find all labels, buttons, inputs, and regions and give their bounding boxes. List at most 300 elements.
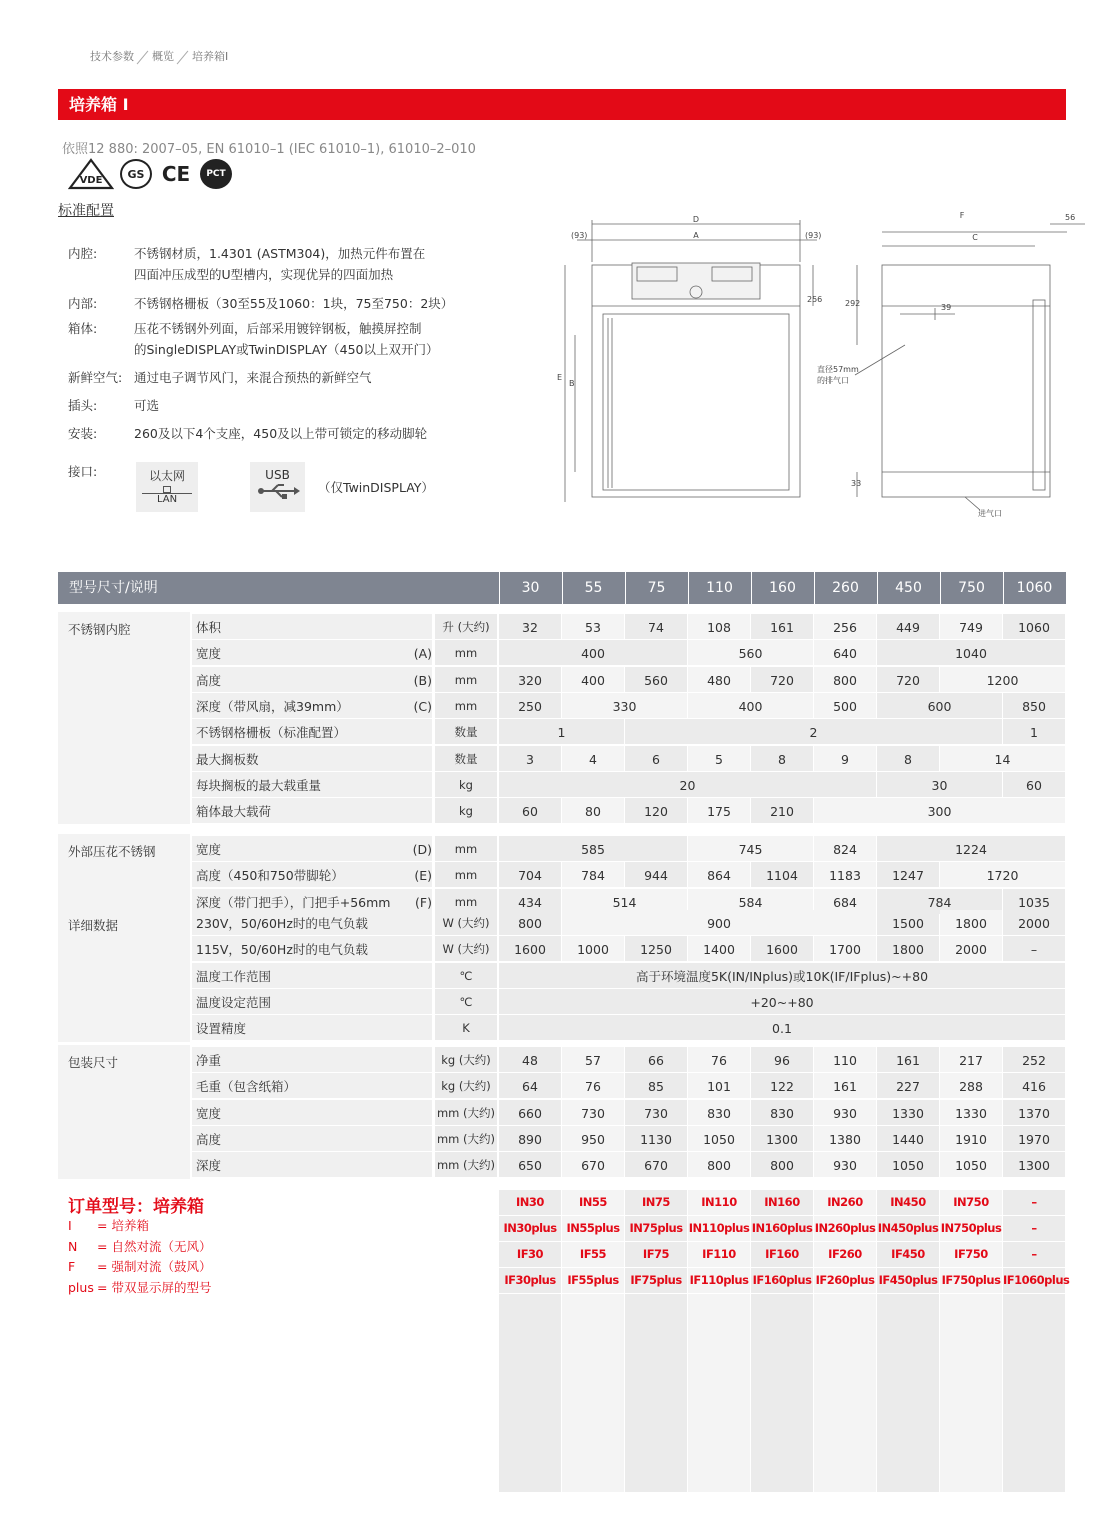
table-cell: 890 — [499, 1126, 561, 1151]
order-code: IF750plus — [940, 1268, 1002, 1293]
column-shade — [625, 1294, 687, 1492]
table-cell: 1800 — [940, 910, 1002, 935]
table-cell: 5 — [688, 746, 750, 771]
table-cell: 1200 — [940, 667, 1065, 692]
table-row — [58, 910, 1066, 936]
table-cell: 101 — [688, 1073, 750, 1098]
table-cell: 330 — [562, 693, 687, 718]
order-code: IF1060plus — [1003, 1268, 1065, 1293]
table-cell: 9 — [814, 746, 876, 771]
breadcrumb — [90, 48, 228, 64]
ethernet-label: 以太网 — [148, 469, 185, 483]
table-cell: 749 — [940, 614, 1002, 639]
model-column-header: 110 — [688, 572, 750, 604]
feature-line: 不锈钢材质，1.4301 (ASTM304)，加热元件布置在 — [134, 246, 426, 261]
feature-key: 新鲜空气: — [68, 370, 123, 385]
front-view-outline — [592, 265, 800, 497]
dim-label: C — [972, 233, 978, 242]
dim-label: 39 — [941, 303, 952, 312]
table-cell: 2 — [625, 719, 1002, 744]
table-cell: 20 — [499, 772, 876, 797]
table-cell: 1330 — [877, 1100, 939, 1125]
table-row — [58, 1100, 1066, 1126]
table-cell: 800 — [751, 1152, 813, 1177]
table-row — [58, 614, 1066, 640]
table-cell: 1130 — [625, 1126, 687, 1151]
legend-item — [68, 1237, 211, 1255]
table-cell: 560 — [625, 667, 687, 692]
table-cell: 416 — [1003, 1073, 1065, 1098]
order-code: IF75plus — [625, 1268, 687, 1293]
table-cell: 1330 — [940, 1100, 1002, 1125]
table-cell: 1250 — [625, 936, 687, 961]
order-code: IF110 — [688, 1242, 750, 1267]
row-label: 115V，50/60Hz时的电气负载 — [192, 936, 432, 961]
order-code: IF260 — [814, 1242, 876, 1267]
table-cell: 1300 — [1003, 1152, 1065, 1177]
order-code: IN750 — [940, 1190, 1002, 1215]
table-cell: 60 — [1003, 772, 1065, 797]
breadcrumb-separator — [176, 50, 190, 64]
table-cell: 400 — [562, 667, 624, 692]
table-cell: 600 — [877, 693, 1002, 718]
table-cell: 650 — [499, 1152, 561, 1177]
table-cell: 850 — [1003, 693, 1065, 718]
table-cell: 250 — [499, 693, 561, 718]
row-label: 230V，50/60Hz时的电气负载 — [192, 910, 432, 935]
table-cell: 1247 — [877, 862, 939, 887]
table-row — [58, 1073, 1066, 1099]
legend-code: F — [68, 1259, 76, 1274]
row-label: 每块搁板的最大载重量 — [192, 772, 432, 797]
order-code: IF750 — [940, 1242, 1002, 1267]
row-label: 温度工作范围 — [192, 963, 432, 988]
dim-label: 256 — [807, 295, 823, 304]
breadcrumb-separator — [136, 50, 150, 64]
table-cell: 175 — [688, 798, 750, 823]
table-cell: 660 — [499, 1100, 561, 1125]
feature-value — [134, 293, 453, 314]
interface-label: 接口: — [68, 464, 98, 479]
model-column-header: 1060 — [1003, 572, 1065, 604]
column-shade — [1003, 1294, 1065, 1492]
table-cell: 4 — [562, 746, 624, 771]
row-code — [398, 614, 432, 639]
order-code: IN110plus — [688, 1216, 750, 1241]
row-label: 宽度 — [192, 836, 432, 861]
legend-item — [68, 1257, 211, 1275]
legend-text: = 培养箱 — [97, 1218, 149, 1233]
table-cell: 784 — [877, 889, 1002, 914]
table-row — [58, 836, 1066, 862]
row-unit: W (大约) — [435, 936, 497, 961]
row-code — [398, 719, 432, 744]
table-cell: 784 — [562, 862, 624, 887]
order-code: IF450 — [877, 1242, 939, 1267]
table-cell: 449 — [877, 614, 939, 639]
row-label: 设置精度 — [192, 1015, 432, 1040]
model-column-header: 750 — [940, 572, 1002, 604]
order-code: – — [1003, 1216, 1065, 1241]
legend-item — [68, 1278, 211, 1296]
table-row — [58, 936, 1066, 962]
table-cell: 800 — [499, 910, 561, 935]
table-cell: 252 — [1003, 1047, 1065, 1072]
row-unit: mm — [435, 836, 497, 861]
table-row — [58, 989, 1066, 1015]
feature-line: 四面冲压成型的U型槽内，实现优异的四面加热 — [134, 267, 394, 282]
order-code: IF450plus — [877, 1268, 939, 1293]
table-cell: 670 — [562, 1152, 624, 1177]
table-cell: 8 — [877, 746, 939, 771]
table-cell: 400 — [499, 640, 687, 665]
table-row — [58, 1015, 1066, 1041]
table-cell: 1600 — [499, 936, 561, 961]
row-code — [398, 798, 432, 823]
table-cell: 1380 — [814, 1126, 876, 1151]
row-group-label: 包装尺寸 — [68, 1055, 119, 1070]
row-code — [398, 910, 432, 935]
table-cell: 830 — [688, 1100, 750, 1125]
feature-key: 箱体: — [68, 321, 98, 336]
table-cell: 434 — [499, 889, 561, 914]
row-label: 宽度 — [192, 1100, 432, 1125]
table-cell: 950 — [562, 1126, 624, 1151]
order-code: IN30 — [499, 1190, 561, 1215]
table-cell: 1700 — [814, 936, 876, 961]
table-row — [58, 667, 1066, 693]
feature-value — [134, 423, 427, 444]
table-row — [58, 1152, 1066, 1178]
table-cell: 400 — [688, 693, 813, 718]
column-shade — [688, 1294, 750, 1492]
table-row — [58, 963, 1066, 989]
table-cell: 110 — [814, 1047, 876, 1072]
table-cell: 320 — [499, 667, 561, 692]
table-cell: 1400 — [688, 936, 750, 961]
spec-table — [58, 572, 1070, 1492]
feature-line: 压花不锈钢外列面，后部采用镀锌钢板，触摸屏控制 — [134, 321, 422, 336]
breadcrumb-item[interactable]: 概览 — [152, 50, 174, 63]
row-code — [398, 989, 432, 1014]
row-label: 深度 — [192, 1152, 432, 1177]
table-cell: 640 — [814, 640, 876, 665]
order-code: IN55plus — [562, 1216, 624, 1241]
row-code: (A) — [413, 646, 432, 662]
ce-mark-icon: CE — [161, 162, 191, 186]
row-label: 毛重（包含纸箱） — [192, 1073, 432, 1098]
table-cell: 1035 — [1003, 889, 1065, 914]
row-group-label: 外部压花不锈钢 — [68, 844, 156, 859]
order-code: IF160plus — [751, 1268, 813, 1293]
row-code: (E) — [414, 868, 432, 884]
table-cell: 210 — [751, 798, 813, 823]
row-code — [398, 936, 432, 961]
table-cell: 108 — [688, 614, 750, 639]
table-row — [58, 1126, 1066, 1152]
table-cell: 514 — [562, 889, 687, 914]
table-cell: 930 — [814, 1100, 876, 1125]
feature-line: 不锈钢格栅板（30至55及1060：1块，75至750：2块） — [134, 296, 454, 311]
order-code: IF260plus — [814, 1268, 876, 1293]
order-code: IN750plus — [940, 1216, 1002, 1241]
table-cell: 76 — [562, 1073, 624, 1098]
row-code: (B) — [413, 672, 432, 688]
exhaust-label: 直径57mm — [817, 365, 859, 374]
row-code — [398, 1100, 432, 1125]
usb-icon — [250, 462, 305, 512]
order-code: IF75 — [625, 1242, 687, 1267]
order-code: IF30plus — [499, 1268, 561, 1293]
table-cell: 85 — [625, 1073, 687, 1098]
feature-key: 内腔: — [68, 246, 98, 261]
table-cell: 745 — [688, 836, 813, 861]
order-code: IF110plus — [688, 1268, 750, 1293]
table-cell: 584 — [688, 889, 813, 914]
row-unit: ℃ — [435, 989, 497, 1014]
legend-item — [68, 1216, 149, 1234]
feature-key: 安装: — [68, 426, 98, 441]
table-cell: 864 — [688, 862, 750, 887]
table-cell: 1970 — [1003, 1126, 1065, 1151]
legend-code: I — [68, 1218, 72, 1233]
table-row — [58, 1047, 1066, 1073]
feature-line: 的SingleDISPLAY或TwinDISPLAY（450以上双开门） — [134, 342, 439, 357]
lan-label: LAN — [156, 494, 178, 505]
column-shade — [751, 1294, 813, 1492]
dim-label: (93) — [805, 231, 822, 240]
table-cell: 1500 — [877, 910, 939, 935]
row-code — [398, 1047, 432, 1072]
table-row — [58, 640, 1066, 666]
usb-label: USB — [265, 468, 290, 482]
table-cell: 66 — [625, 1047, 687, 1072]
column-shade — [499, 1294, 561, 1492]
model-column-header: 30 — [499, 572, 561, 604]
dim-label: D — [692, 215, 700, 224]
row-label: 高度 — [192, 1126, 432, 1151]
dim-label: E — [557, 373, 563, 382]
table-cell: 53 — [562, 614, 624, 639]
model-column-header: 450 — [877, 572, 939, 604]
row-group-label: 不锈钢内腔 — [68, 622, 131, 637]
row-code — [398, 1126, 432, 1151]
dim-label: B — [569, 379, 575, 388]
cert-label: VDE — [79, 175, 103, 186]
exhaust-label: 的排气口 — [817, 376, 849, 385]
table-cell: 227 — [877, 1073, 939, 1098]
intake-label: 进气口 — [978, 509, 1002, 518]
dimension-drawing — [555, 210, 1085, 530]
breadcrumb-item[interactable]: 培养箱I — [192, 50, 229, 63]
row-unit: 数量 — [435, 719, 497, 744]
table-cell: 64 — [499, 1073, 561, 1098]
feature-item — [68, 243, 425, 285]
table-cell: 720 — [877, 667, 939, 692]
row-unit: mm — [435, 889, 497, 914]
order-code: IN110 — [688, 1190, 750, 1215]
table-cell: 730 — [625, 1100, 687, 1125]
order-heading: 订单型号：培养箱 — [68, 1197, 204, 1217]
order-code: IN75plus — [625, 1216, 687, 1241]
feature-item — [68, 423, 427, 444]
column-shade — [562, 1294, 624, 1492]
legend-text: = 带双显示屏的型号 — [97, 1279, 212, 1295]
table-cell: 500 — [814, 693, 876, 718]
order-code: IF55plus — [562, 1268, 624, 1293]
model-column-header: 55 — [562, 572, 624, 604]
row-unit: 升 (大约) — [435, 614, 497, 639]
row-unit: W (大约) — [435, 910, 497, 935]
table-cell: 720 — [751, 667, 813, 692]
table-row — [58, 862, 1066, 888]
row-label: 高度 — [192, 667, 432, 692]
table-cell: 217 — [940, 1047, 1002, 1072]
table-cell: +20~+80 — [499, 989, 1065, 1014]
legend-code: N — [68, 1238, 78, 1254]
row-label: 温度设定范围 — [192, 989, 432, 1014]
table-cell: 1183 — [814, 862, 876, 887]
row-unit: kg — [435, 772, 497, 797]
table-cell: 76 — [688, 1047, 750, 1072]
table-cell: 8 — [751, 746, 813, 771]
model-column-header: 160 — [751, 572, 813, 604]
table-cell: – — [1003, 936, 1065, 961]
row-code — [398, 963, 432, 988]
table-header — [58, 572, 1066, 604]
table-cell: 161 — [751, 614, 813, 639]
order-code: IN450plus — [877, 1216, 939, 1241]
row-label: 净重 — [192, 1047, 432, 1072]
row-unit: mm (大约) — [435, 1100, 497, 1125]
order-code: IF160 — [751, 1242, 813, 1267]
table-cell: 1 — [1003, 719, 1065, 744]
pct-mark-icon: PCT — [200, 159, 232, 189]
table-cell: 730 — [562, 1100, 624, 1125]
table-cell: 585 — [499, 836, 687, 861]
table-cell: 1104 — [751, 862, 813, 887]
order-code: IN260 — [814, 1190, 876, 1215]
row-unit: mm — [435, 667, 497, 692]
row-code — [398, 746, 432, 771]
standard-config-heading: 标准配置 — [58, 203, 114, 219]
table-cell: 256 — [814, 614, 876, 639]
legend-code: plus — [68, 1279, 94, 1295]
table-header-label: 型号尺寸/说明 — [69, 580, 158, 596]
feature-value — [134, 243, 425, 285]
table-cell: 14 — [940, 746, 1065, 771]
table-cell: 800 — [814, 667, 876, 692]
table-cell: 830 — [751, 1100, 813, 1125]
row-unit: kg (大约) — [435, 1073, 497, 1098]
row-group-label: 详细数据 — [68, 918, 119, 933]
table-cell: 930 — [814, 1152, 876, 1177]
order-code: IN160 — [751, 1190, 813, 1215]
feature-item — [68, 367, 372, 388]
order-code: IN450 — [877, 1190, 939, 1215]
legend-text: = 强制对流（鼓风） — [97, 1259, 212, 1274]
breadcrumb-item[interactable]: 技术参数 — [90, 50, 134, 63]
row-code — [398, 1152, 432, 1177]
row-code: (F) — [415, 894, 432, 910]
standard-text: 依照12 880: 2007–05, EN 61010–1 (IEC 61010–1), 61010–2–010 — [62, 142, 476, 157]
table-cell: 高于环境温度5K(IN/INplus)或10K(IF/IFplus)~+80 — [499, 963, 1065, 988]
table-row — [58, 772, 1066, 798]
order-code: – — [1003, 1242, 1065, 1267]
table-cell: 1 — [499, 719, 624, 744]
table-cell: 2000 — [1003, 910, 1065, 935]
row-label: 深度（带风扇，减39mm） — [192, 693, 432, 718]
row-code — [398, 772, 432, 797]
table-cell: 1050 — [940, 1152, 1002, 1177]
table-cell: 30 — [877, 772, 1002, 797]
row-unit: ℃ — [435, 963, 497, 988]
dim-label: F — [959, 211, 965, 220]
feature-value — [134, 395, 159, 416]
table-cell: 120 — [625, 798, 687, 823]
gs-mark-icon: GS — [120, 159, 152, 189]
row-label: 高度（450和750带脚轮） — [192, 862, 432, 887]
table-cell: 3 — [499, 746, 561, 771]
row-label: 最大搁板数 — [192, 746, 432, 771]
order-code: IN55 — [562, 1190, 624, 1215]
row-label: 体积 — [192, 614, 432, 639]
table-cell: 824 — [814, 836, 876, 861]
order-code: – — [1003, 1190, 1065, 1215]
order-code: IN30plus — [499, 1216, 561, 1241]
feature-line: 可选 — [134, 398, 160, 413]
table-cell: 800 — [688, 1152, 750, 1177]
row-code — [398, 1073, 432, 1098]
dim-label: 292 — [845, 299, 861, 308]
row-unit: 数量 — [435, 746, 497, 771]
row-unit: mm — [435, 640, 497, 665]
table-cell: 704 — [499, 862, 561, 887]
table-cell: 161 — [814, 1073, 876, 1098]
column-shade — [877, 1294, 939, 1492]
table-cell: 1050 — [688, 1126, 750, 1151]
side-view-outline — [882, 265, 1050, 497]
table-cell: 1800 — [877, 936, 939, 961]
feature-line: 260及以下4个支座，450及以上带可锁定的移动脚轮 — [134, 426, 428, 441]
table-cell: 1910 — [940, 1126, 1002, 1151]
row-unit: mm — [435, 693, 497, 718]
table-cell: 1050 — [877, 1152, 939, 1177]
dim-label: 56 — [1065, 213, 1076, 222]
feature-item — [68, 318, 438, 360]
column-shade — [940, 1294, 1002, 1492]
row-unit: mm (大约) — [435, 1126, 497, 1151]
feature-value — [134, 318, 438, 360]
table-cell: 74 — [625, 614, 687, 639]
table-cell: 1300 — [751, 1126, 813, 1151]
table-cell: 1060 — [1003, 614, 1065, 639]
table-cell: 0.1 — [499, 1015, 1065, 1040]
dim-label: (93) — [571, 231, 588, 240]
table-cell: 60 — [499, 798, 561, 823]
row-code: (C) — [413, 698, 432, 714]
legend-text: = 自然对流（无风） — [97, 1238, 212, 1254]
feature-line: 通过电子调节风门，来混合预热的新鲜空气 — [134, 370, 372, 385]
table-cell: 1440 — [877, 1126, 939, 1151]
table-cell: 1600 — [751, 936, 813, 961]
dim-label: A — [693, 231, 699, 240]
feature-key: 插头: — [68, 398, 98, 413]
row-label: 箱体最大载荷 — [192, 798, 432, 823]
table-cell: 80 — [562, 798, 624, 823]
feature-item — [68, 395, 159, 416]
table-cell: 122 — [751, 1073, 813, 1098]
